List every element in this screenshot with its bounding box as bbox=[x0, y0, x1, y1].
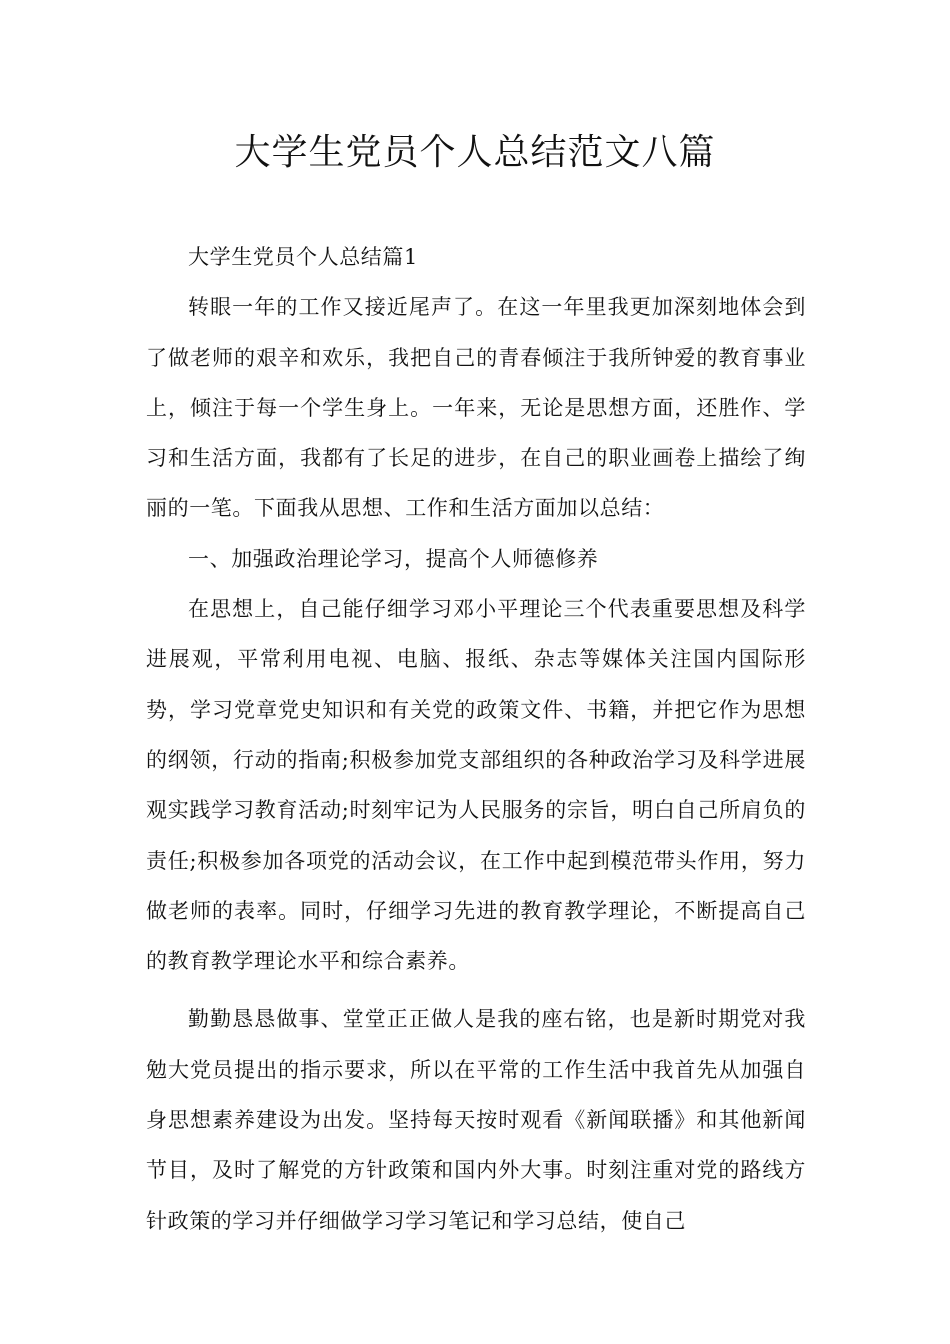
paragraph: 转眼一年的工作又接近尾声了。在这一年里我更加深刻地体会到了做老师的艰辛和欢乐，我把自己的青春倾注于我所钟爱的教育事业上，倾注于每一个学生身上。一年来，无论是思想方面，还胜作、学习和生活方面，我都有了长足的进步，在自己的职业画卷上描绘了绚丽的一笔。下面我从思想、工作和生活方面加以总结： bbox=[146, 295, 806, 521]
document-title: 大学生党员个人总结范文八篇 bbox=[234, 132, 716, 173]
subsection-heading: 一、加强政治理论学习，提高个人师德修养 bbox=[188, 546, 599, 571]
paragraph: 在思想上，自己能仔细学习邓小平理论三个代表重要思想及科学进展观，平常利用电视、电脑、报纸、杂志等媒体关注国内国际形势，学习党章党史知识和有关党的政策文件、书籍，并把它作为思想的纲领，行动的指南;积极参加党支部组织的各种政治学习及科学进展观实践学习教育活动;时刻牢记为人民服务的宗旨，明白自己所肩负的责任;积极参加各项党的活动会议，在工作中起到模范带头作用，努力做老师的表率。同时，仔细学习先进的教育教学理论，不断提高自己的教育教学理论水平和综合素养。 bbox=[146, 597, 806, 974]
paragraph: 勤勤恳恳做事、堂堂正正做人是我的座右铭，也是新时期党对我勉大党员提出的指示要求，所以在平常的工作生活中我首先从加强自身思想素养建设为出发。坚持每天按时观看《新闻联播》和其他新闻节目，及时了解党的方针政策和国内外大事。时刻注重对党的路线方针政策的学习并仔细做学习学习笔记和学习总结，使自己 bbox=[146, 1007, 806, 1233]
document-body bbox=[146, 232, 806, 1246]
section-heading: 大学生党员个人总结篇1 bbox=[188, 245, 418, 269]
